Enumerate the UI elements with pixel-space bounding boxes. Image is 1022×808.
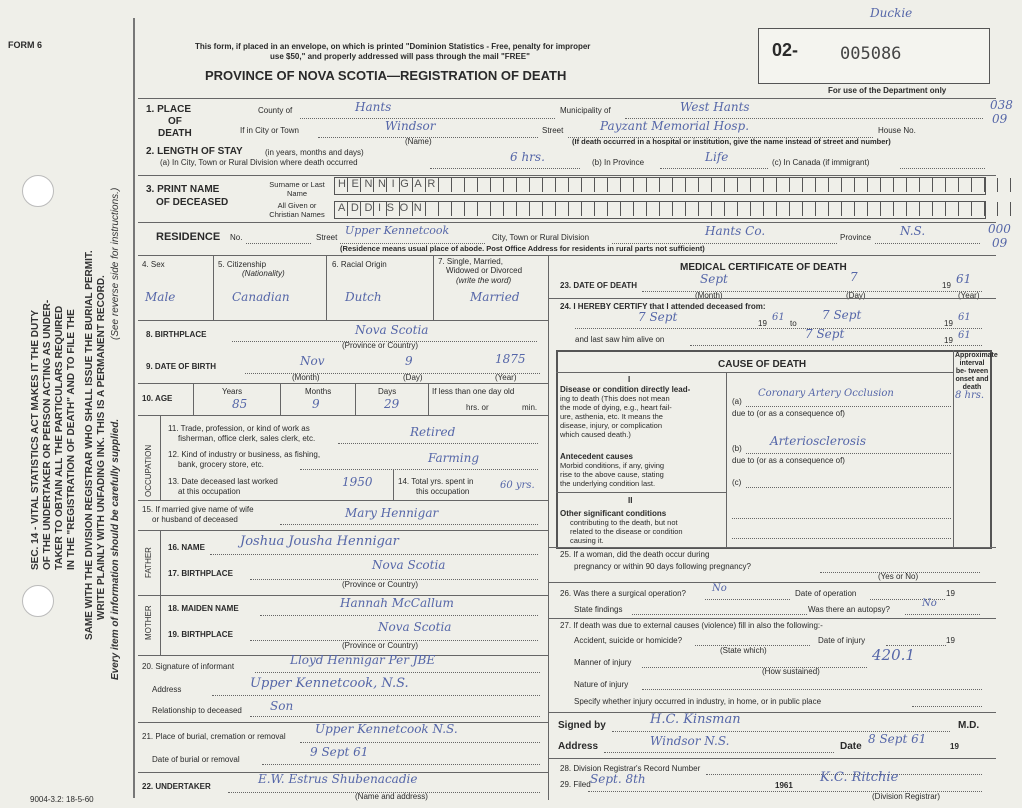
father-bp-caption: (Province or Country) [342,580,419,589]
i-label: I [628,375,631,384]
city-value: Windsor [385,119,436,133]
dob-year: 1875 [495,352,526,366]
undertaker-label: 22. UNDERTAKER [142,782,211,791]
interval-label: Approximate interval be- tween onset and death [955,352,998,391]
address-value: Windsor N.S. [650,734,730,748]
county-label: County of [258,106,293,115]
date-value: 8 Sept 61 [868,732,927,746]
undertaker-caption: (Name and address) [355,792,428,801]
marital-label-2: Widowed or Divorced [446,266,523,275]
cause-a-label: (a) [732,397,742,406]
disease-label-4: ure, asthenia, etc. It means the [560,412,663,421]
q28-label: 28. Division Registrar's Record Number [560,764,701,773]
name-label-2: OF DECEASED [156,197,229,208]
mother-name-value: Hannah McCallum [340,596,454,610]
informant-sig-value: Lloyd Hennigar Per JBE [290,653,436,667]
other-label-4: causing it. [570,536,604,545]
antecedent-label-4: the underlying condition last. [560,479,656,488]
birthplace-label: 8. BIRTHPLACE [146,330,207,339]
mother-bp-value: Nova Scotia [378,620,452,634]
antecedent-label-2: Morbid conditions, if any, giving [560,461,665,470]
margin-text-4: IN THE "REGISTRATION OF DEATH" AND TO FILE THE [66,309,77,570]
mother-bp-label: 19. BIRTHPLACE [168,630,233,639]
county-value: Hants [355,100,392,114]
md-label: M.D. [958,720,980,731]
informant-sig-label: 20. Signature of informant [142,662,235,671]
disease-label-3: the mode of dying, e.g., heart fail- [560,403,672,412]
street-label: Street [542,126,564,135]
burial-place-value: Upper Kennetcook N.S. [315,722,458,736]
death-year-caption: (Year) [958,291,980,300]
antecedent-label-1: Antecedent causes [560,452,633,461]
given-value: ADDISON [338,202,428,214]
medical-heading: MEDICAL CERTIFICATE OF DEATH [680,262,847,273]
punch-hole-bottom [22,585,54,617]
attended-to-label: to [790,319,797,328]
q25-caption: (Yes or No) [878,572,919,581]
last-saw-year: 61 [958,330,971,341]
sex-value: Male [145,290,176,304]
margin-text-7: (See reverse side for instructions.) [110,187,121,340]
death-month: Sept [700,272,728,286]
mailing-note-2: use $50," and properly addressed will pass through the mail "FREE" [270,52,530,61]
burial-date-value: 9 Sept 61 [310,745,369,759]
registration-number: 005086 [840,44,902,64]
municipality-value: West Hants [680,100,750,114]
q14-label-b: this occupation [416,487,470,496]
name-label: 3. PRINT NAME [146,184,220,195]
surname-value: HENNIGAR [338,178,441,190]
rule-top [138,98,996,99]
marital-value: Married [470,290,520,304]
age-label: 10. AGE [142,394,173,403]
racial-label: 6. Racial Origin [332,260,387,269]
age-days: 29 [384,397,400,411]
q12-value: Farming [428,451,480,465]
other-label-2: contributing to the death, but not [570,518,678,527]
marital-label-3: (write the word) [456,276,512,285]
residence-province-value: N.S. [900,224,926,238]
q12-label-b: bank, grocery store, etc. [178,460,264,469]
q14-label: 14. Total yrs. spent in [398,477,474,486]
cause-c-label: (c) [732,478,742,487]
q26-label: 26. Was there a surgical operation? [560,589,686,598]
q12-label: 12. Kind of industry or business, as fishing, [168,450,321,459]
attended-from-prefix: 19 [758,319,767,328]
q27-label: 27. If death was due to external causes (violence) fill in also the following:- [560,621,823,630]
q26-value: No [712,583,727,594]
mailing-note-1: This form, if placed in an envelope, on which is printed "Dominion Statistics - Free, penalty for improper [195,42,591,51]
city-label: If in City or Town [240,126,299,135]
informant-addr-label: Address [152,685,182,694]
filed-date: Sept. 8th [590,772,646,786]
margin-text-5: SAME WITH THE DIVISION REGISTRAR WHO SHALL ISSUE THE BURIAL PERMIT. [84,250,95,640]
citizen-label: 5. Citizenship [218,260,267,269]
last-saw-label: and last saw him alive on [575,335,665,344]
autopsy-label: Was there an autopsy? [808,605,890,614]
death-month-caption: (Month) [695,291,723,300]
how-sustained: (How sustained) [762,667,820,676]
q13-label: 13. Date deceased last worked [168,477,278,486]
other-label-1: Other significant conditions [560,509,667,518]
last-saw-date: 7 Sept [805,327,845,341]
accident-label: Accident, suicide or homicide? [574,636,683,645]
residence-province-label: Province [840,233,872,242]
birthplace-value: Nova Scotia [355,323,429,337]
burial-date-label: Date of burial or removal [152,755,240,764]
injury-date-prefix: 19 [946,636,955,645]
spouse-label: 15. If married give name of wife [142,505,254,514]
q13-label-b: at this occupation [178,487,241,496]
filed-year: 1961 [775,781,793,790]
registration-prefix: 02- [772,40,799,60]
dob-day-caption: (Day) [403,373,423,382]
hospital-note: (If death occurred in a hospital or institution, give the name instead of street and number) [572,137,891,146]
due-to-b: due to (or as a consequence of) [732,456,845,465]
street-value: Payzant Memorial Hosp. [600,119,750,133]
house-label: House No. [878,126,916,135]
attended-from-year: 61 [772,312,785,323]
other-label-3: related to the disease or condition [570,527,683,536]
margin-text-1: SEC. 14 - VITAL STATISTICS ACT MAKES IT THE DUTY [30,309,41,570]
injury-date-label: Date of injury [818,636,866,645]
stay-label: 2. LENGTH OF STAY [146,146,243,157]
margin-text-8: Every item of information should be carefully supplied. [110,418,121,680]
q13-value: 1950 [342,475,373,489]
residence-note: (Residence means usual place of abode. Post Office Address for residents in rural parts not sufficient) [340,244,705,253]
manner-label: Manner of injury [574,658,632,667]
dob-month-caption: (Month) [292,373,320,382]
given-label: All Given or Christian Names [269,201,325,219]
death-year-prefix: 19 [942,281,951,290]
father-bp-label: 17. BIRTHPLACE [168,569,233,578]
spouse-label-2: or husband of deceased [152,515,238,524]
cause-b-value: Arteriosclerosis [770,434,867,448]
last-saw-prefix: 19 [944,336,953,345]
informant-addr-value: Upper Kennetcook, N.S. [250,676,409,691]
residence-street-value: Upper Kennetcook [345,224,450,237]
disease-label-6: which caused death.) [560,430,631,439]
center-divider [548,255,549,800]
age-months: 9 [312,397,320,411]
ii-label: II [628,496,633,505]
father-name-value: Joshua Jousha Hennigar [240,534,399,549]
q11-label-b: fisherman, office clerk, sales clerk, etc. [178,434,316,443]
q11-label: 11. Trade, profession, or kind of work as [168,424,310,433]
stay-b-value: Life [705,150,729,164]
occupation-side-label: OCCUPATION [144,444,153,497]
cause-code: 420.1 [872,646,915,664]
code-2: 09 [992,112,1008,126]
stay-caption: (in years, months and days) [265,148,364,157]
margin-text-6: WRITE PLAINLY WITH UNFADING INK. THIS IS A PERMANENT RECORD. [96,275,107,620]
death-day-caption: (Day) [846,291,866,300]
citizen-value: Canadian [232,290,290,304]
residence-street-label: Street [316,233,338,242]
attended-from: 7 Sept [638,310,678,324]
death-day: 7 [850,270,858,284]
form-number: FORM 6 [8,40,43,50]
date-prefix: 19 [950,742,959,751]
disease-label-2: ing to death (This does not mean [560,394,670,403]
dob-day: 9 [405,354,413,368]
date-label: Date [840,741,862,752]
place-label-of: OF [168,116,182,127]
department-use-label: For use of the Department only [828,86,947,95]
dob-month: Nov [300,354,325,368]
margin-text-3: TAKER TO OBTAIN ALL THE PARTICULARS REQUIRED [54,305,65,570]
death-year: 61 [956,272,972,286]
code-3: 000 [988,222,1011,236]
due-to-a: due to (or as a consequence of) [732,409,845,418]
mother-bp-caption: (Province or Country) [342,641,419,650]
q23-label: 23. DATE OF DEATH [560,281,638,290]
father-side-label: FATHER [144,547,153,578]
dob-label: 9. DATE OF BIRTH [146,362,217,371]
marital-label: 7. Single, Married, [438,257,503,266]
age-min-label: min. [522,403,538,412]
racial-value: Dutch [345,290,382,304]
age-less-label: If less than one day old [432,387,515,396]
birthplace-caption: (Province or Country) [342,341,419,350]
mother-name-label: 18. MAIDEN NAME [168,604,239,613]
attended-to: 7 Sept [822,308,862,322]
nature-label: Nature of injury [574,680,629,689]
q25-label: 25. If a woman, did the death occur during [560,550,710,559]
informant-rel-value: Son [270,699,294,713]
age-days-label: Days [378,387,397,396]
stay-c-label: (c) In Canada (if immigrant) [772,158,870,167]
residence-no-label: No. [230,233,243,242]
q11-value: Retired [410,425,456,439]
print-code: 9004-3.2: 18-5-60 [30,795,94,804]
father-bp-value: Nova Scotia [372,558,446,572]
sex-label: 4. Sex [142,260,165,269]
stay-a-label: (a) In City, Town or Rural Division where death occurred [160,158,358,167]
q25-label-b: pregnancy or within 90 days following pregnancy? [574,562,751,571]
surname-label: Surname or Last Name [269,180,325,198]
mother-side-label: MOTHER [144,605,153,640]
q14-value: 60 yrs. [500,480,535,491]
age-years: 85 [232,397,248,411]
burial-place-label: 21. Place of burial, cremation or removal [142,732,286,741]
state-which: (State which) [720,646,767,655]
signed-value: H.C. Kinsman [650,712,741,727]
father-name-label: 16. NAME [168,543,205,552]
residence-label: RESIDENCE [156,231,221,243]
code-1: 038 [990,98,1013,112]
age-years-label: Years [222,387,243,396]
signed-label: Signed by [558,720,606,731]
age-months-label: Months [305,387,332,396]
registrar-signature: K.C. Ritchie [820,770,899,785]
name-caption: (Name) [405,137,432,146]
disease-label-5: disease, injury, or complication [560,421,662,430]
citizen-sub: (Nationality) [242,269,285,278]
municipality-label: Municipality of [560,106,611,115]
undertaker-value: E.W. Estrus Shubenacadie [258,772,418,786]
stay-b-label: (b) In Province [592,158,645,167]
residence-city-value: Hants Co. [705,224,766,238]
place-label: 1. PLACE [146,104,192,115]
attended-to-prefix: 19 [944,319,953,328]
attended-to-year: 61 [958,312,971,323]
stay-a-value: 6 hrs. [510,150,545,164]
punch-hole-top [22,175,54,207]
address-label: Address [558,741,599,752]
disease-label-1: Disease or condition directly lead- [560,385,691,394]
cause-a-value: Coronary Artery Occlusion [758,388,894,399]
margin-rule [133,18,135,798]
op-date-prefix: 19 [946,589,955,598]
q24-label: 24. I HEREBY CERTIFY that I attended deceased from: [560,302,766,311]
spouse-value: Mary Hennigar [345,506,439,520]
residence-city-label: City, Town or Rural Division [492,233,590,242]
dob-year-caption: (Year) [495,373,517,382]
page-title: PROVINCE OF NOVA SCOTIA—REGISTRATION OF DEATH [205,68,567,83]
cause-heading: CAUSE OF DEATH [718,359,807,370]
cause-a-interval: 8 hrs. [955,390,985,401]
q29-label: 29. Filed [560,780,591,789]
code-4: 09 [992,236,1008,250]
autopsy-value: No [922,598,937,609]
cause-b-label: (b) [732,444,742,453]
op-date-label: Date of operation [795,589,857,598]
findings-label: State findings [574,605,623,614]
place-label-death: DEATH [158,128,192,139]
antecedent-label-3: rise to the above cause, stating [560,470,664,479]
margin-text-2: OF THE UNDERTAKER OR PERSON ACTING AS UNDER- [42,299,53,570]
specify-label: Specify whether injury occurred in industry, in home, or in public place [574,697,822,706]
registrar-caption: (Division Registrar) [872,792,941,801]
corner-signature: Duckie [870,6,913,20]
informant-rel-label: Relationship to deceased [152,706,242,715]
age-hrs-label: hrs. or [466,403,489,412]
